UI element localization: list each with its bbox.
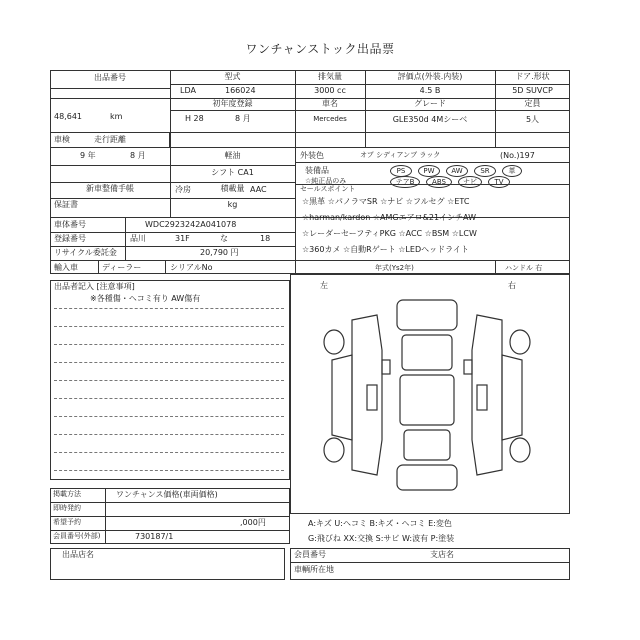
sales-point-4: ☆360カメ ☆自動Rゲート ☆LEDヘッドライト bbox=[302, 245, 469, 254]
instant-label: 即時発約 bbox=[53, 504, 81, 512]
remarks-label: 出品者記入 [注意事項] bbox=[54, 282, 135, 291]
recycle-label: リサイクル委託金 bbox=[54, 248, 117, 257]
mileage-unit: km bbox=[110, 112, 123, 121]
shop-label: 支店名 bbox=[430, 550, 454, 559]
displacement-value: 3000 cc bbox=[314, 86, 346, 95]
import-serial: シリアルNo bbox=[170, 263, 213, 272]
equipment-label: 装備品 bbox=[305, 166, 329, 175]
legend-line-2: G:飛びね XX:交換 S:サビ W:波有 P:塗装 bbox=[308, 534, 455, 543]
displacement-label: 排気量 bbox=[318, 72, 342, 81]
mileage-value: 48,641 bbox=[54, 112, 82, 121]
warranty-sub: 保証書 bbox=[54, 200, 78, 209]
doors-label: ドア.形状 bbox=[515, 72, 550, 81]
equipment-note: ☆純正品のみ bbox=[305, 177, 347, 185]
store-label: 出品店名 bbox=[62, 550, 94, 559]
reserve-label: 希望予約 bbox=[53, 518, 81, 526]
sales-point-3: ☆レーダーセーフティPKG ☆ACC ☆BSM ☆LCW bbox=[302, 229, 477, 238]
equip-navi: ナビ bbox=[458, 176, 482, 188]
plate-class: 31F bbox=[175, 234, 190, 243]
score-value: 4.5 B bbox=[419, 86, 441, 95]
lot-label: 出品番号 bbox=[94, 73, 126, 82]
plate-office: 品川 bbox=[130, 234, 146, 243]
inspection-year: 9 年 bbox=[80, 151, 96, 160]
first-reg-month: 8 月 bbox=[235, 114, 251, 123]
equip-abs: ABS bbox=[426, 176, 452, 188]
model-prefix: LDA bbox=[180, 86, 196, 95]
first-reg-label: 初年度登録 bbox=[212, 99, 253, 108]
grade-label: グレード bbox=[414, 99, 446, 108]
sales-point-2: ☆harman/kardon ☆AMGエアロ&21インチAW bbox=[302, 213, 476, 222]
sales-points-label: セールスポイント bbox=[300, 185, 356, 193]
auction-sheet bbox=[50, 70, 570, 580]
location-label: 車輌所在地 bbox=[294, 565, 334, 574]
year-type-label: 年式(Ys2年) bbox=[375, 264, 414, 272]
warranty-label: 新車整備手帳 bbox=[86, 184, 134, 193]
maker-value: Mercedes bbox=[313, 115, 347, 123]
equip-aw: AW bbox=[446, 165, 468, 177]
maker-label: 車名 bbox=[322, 99, 338, 108]
pricing-label: 掲載方法 bbox=[53, 490, 81, 498]
equip-sr: SR bbox=[474, 165, 496, 177]
inspection-label: 車検 bbox=[54, 135, 70, 144]
inspection-month: 8 月 bbox=[130, 151, 146, 160]
handle-label: ハンドル 右 bbox=[505, 264, 543, 272]
equip-ps: PS bbox=[390, 165, 412, 177]
capacity-value: 5人 bbox=[525, 115, 540, 124]
equip-tv: TV bbox=[488, 176, 510, 188]
doors-value: 5D SUVCP bbox=[512, 86, 553, 95]
load-label: 積載量 bbox=[220, 184, 245, 193]
plate-number: 18 bbox=[260, 234, 271, 243]
member-ext-label: 会員番号(外部) bbox=[53, 532, 101, 540]
page-title: ワンチャンストック出品票 bbox=[245, 42, 395, 56]
capacity-label: 定員 bbox=[524, 99, 541, 108]
equip-airbag: テアB bbox=[390, 176, 420, 188]
aircon-label: 冷房 bbox=[175, 185, 191, 194]
model-code: 166024 bbox=[225, 86, 256, 95]
pricing-value: ワンチャンス価格(車両価格) bbox=[116, 490, 218, 499]
diagram-left: 左 bbox=[320, 281, 328, 290]
sales-point-1: ☆黒革 ☆パノラマSR ☆ナビ ☆フルセグ ☆ETC bbox=[302, 197, 470, 206]
exterior-color-label: 外装色 bbox=[300, 151, 324, 160]
equip-leather: 革 bbox=[502, 165, 522, 177]
first-reg-era: H 28 bbox=[185, 114, 204, 123]
plate-label: 登録番号 bbox=[54, 234, 86, 243]
yen-suffix: ,000円 bbox=[240, 518, 266, 527]
exterior-color-value: オブ シディアンブ ラック bbox=[360, 151, 441, 159]
model-label: 型式 bbox=[224, 72, 241, 81]
vin-label: 車体番号 bbox=[54, 220, 86, 229]
import-dealer: ディーラー bbox=[102, 263, 142, 272]
member-ext-value: 730187/1 bbox=[135, 532, 174, 541]
grade-value: GLE350d 4Mシーベ bbox=[392, 115, 468, 124]
mileage-label: 走行距離 bbox=[94, 135, 126, 144]
shift-label: シフト CA1 bbox=[211, 168, 254, 177]
fuel-label: 軽油 bbox=[224, 151, 241, 160]
plate-kana: な bbox=[220, 234, 228, 243]
import-label: 輸入車 bbox=[54, 263, 78, 272]
load-unit: kg bbox=[227, 200, 238, 209]
legend-line-1: A:キズ U:ヘコミ B:キズ・ヘコミ E:変色 bbox=[308, 519, 452, 528]
member-label: 会員番号 bbox=[294, 550, 326, 559]
score-label: 評価点(外装.内装) bbox=[397, 72, 463, 81]
vin-value: WDC2923242A041078 bbox=[145, 220, 237, 229]
car-damage-diagram bbox=[312, 290, 542, 500]
remarks-line-1: ※各種傷・ヘコミ有り AW傷有 bbox=[90, 294, 201, 303]
color-number: (No.)197 bbox=[500, 151, 535, 160]
diagram-right: 右 bbox=[508, 281, 516, 290]
equip-pw: PW bbox=[418, 165, 440, 177]
aircon-value: AAC bbox=[250, 185, 267, 194]
recycle-value: 20,790 円 bbox=[200, 248, 239, 257]
